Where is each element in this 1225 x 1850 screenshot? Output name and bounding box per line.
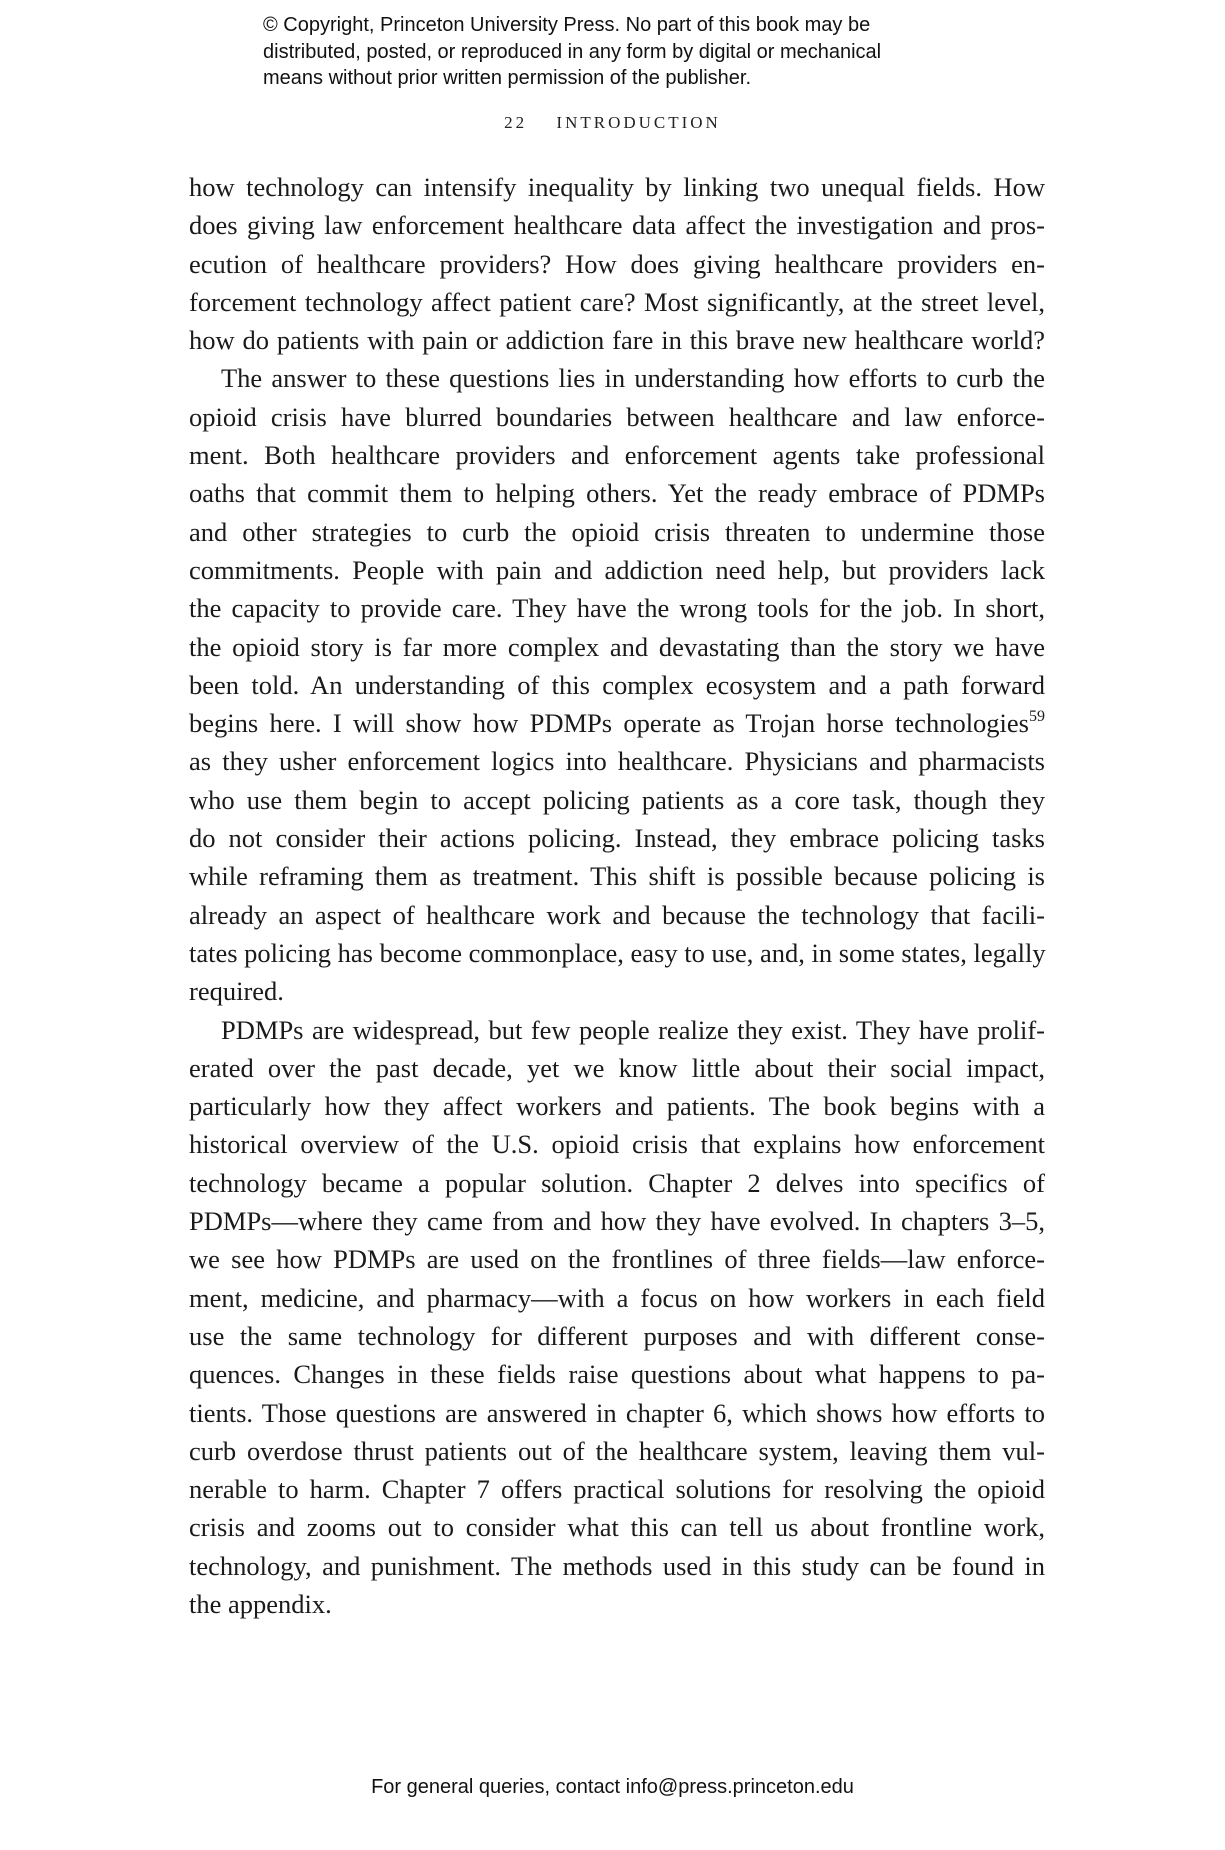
text-line: forcement technology affect patient care? Most significantly, at the street level, [189, 286, 1045, 317]
text-line: crisis and zooms out to consider what this can tell us about frontline work, [189, 1512, 1045, 1543]
text-line: already an aspect of healthcare work and because the technology that facili- [189, 899, 1045, 930]
text-line: nerable to harm. Chapter 7 offers practical solutions for resolving the opioid [189, 1474, 1045, 1505]
text-line: technology became a popular solution. Chapter 2 delves into specifics of [189, 1167, 1045, 1198]
text-line: ment, medicine, and pharmacy—with a focus on how workers in each field [189, 1282, 1045, 1313]
text-line: how do patients with pain or addiction fare in this brave new healthcare world? [189, 325, 1045, 356]
footnote-reference[interactable]: 59 [1029, 708, 1045, 726]
paragraph [189, 359, 1045, 1010]
text-line: who use them begin to accept policing patients as a core task, though they [189, 784, 1045, 815]
paragraph [189, 168, 1045, 359]
text-line: we see how PDMPs are used on the frontlines of three fields—law enforce- [189, 1244, 1045, 1275]
text-line: does giving law enforcement healthcare data affect the investigation and pros- [189, 210, 1045, 241]
text-line: begins here. I will show how PDMPs operate as Trojan horse technologies [189, 708, 1029, 739]
section-title: INTRODUCTION [556, 113, 721, 132]
text-line: and other strategies to curb the opioid crisis threaten to undermine those [189, 516, 1045, 547]
text-line: The answer to these questions lies in understanding how efforts to curb the [221, 363, 1045, 394]
text-line: tients. Those questions are answered in chapter 6, which shows how efforts to [189, 1397, 1045, 1428]
text-line: historical overview of the U.S. opioid crisis that explains how enforcement [189, 1129, 1045, 1160]
text-line: ecution of healthcare providers? How does giving healthcare providers en- [189, 248, 1045, 279]
text-line: curb overdose thrust patients out of the healthcare system, leaving them vul- [189, 1435, 1045, 1466]
text-line: quences. Changes in these fields raise questions about what happens to pa- [189, 1359, 1045, 1390]
text-line: required. [189, 976, 284, 1007]
text-line: as they usher enforcement logics into healthcare. Physicians and pharmacists [189, 746, 1045, 777]
text-line: PDMPs are widespread, but few people realize they exist. They have prolif- [221, 1014, 1045, 1045]
copyright-line: distributed, posted, or reproduced in any form by digital or mechanical [263, 40, 882, 63]
footer-contact: For general queries, contact info@press.princeton.edu [371, 1776, 854, 1798]
text-line: while reframing them as treatment. This shift is possible because policing is [189, 861, 1045, 892]
text-line: commitments. People with pain and addiction need help, but providers lack [189, 554, 1045, 585]
copyright-notice [263, 12, 1023, 92]
copyright-line: means without prior written permission of the publisher. [263, 67, 752, 89]
text-line: technology, and punishment. The methods used in this study can be found in [189, 1550, 1045, 1581]
text-line: the appendix. [189, 1588, 332, 1619]
copyright-line: © Copyright, Princeton University Press. No part of this book may be [263, 14, 871, 36]
body-text [189, 168, 1045, 1623]
text-line: been told. An understanding of this complex ecosystem and a path forward [189, 669, 1045, 700]
text-line: use the same technology for different purposes and with different conse- [189, 1320, 1045, 1351]
text-line-with-footnote [189, 704, 1045, 742]
running-head [0, 113, 1225, 133]
text-line: do not consider their actions policing. Instead, they embrace policing tasks [189, 823, 1045, 854]
text-line: ment. Both healthcare providers and enforcement agents take professional [189, 440, 1045, 471]
text-line: the opioid story is far more complex and devastating than the story we have [189, 631, 1045, 662]
text-line: opioid crisis have blurred boundaries between healthcare and law enforce- [189, 401, 1045, 432]
text-line: how technology can intensify inequality by linking two unequal fields. How [189, 172, 1045, 202]
text-line: PDMPs—where they came from and how they have evolved. In chapters 3–5, [189, 1206, 1045, 1237]
text-line: tates policing has become commonplace, easy to use, and, in some states, legally [189, 937, 1046, 968]
text-line: oaths that commit them to helping others. Yet the ready embrace of PDMPs [189, 478, 1045, 509]
text-line: erated over the past decade, yet we know little about their social impact, [189, 1052, 1045, 1083]
page-number: 22 [504, 113, 528, 132]
text-line: the capacity to provide care. They have the wrong tools for the job. In short, [189, 593, 1045, 624]
paragraph [189, 1011, 1045, 1624]
text-line: particularly how they affect workers and patients. The book begins with a [189, 1091, 1045, 1122]
